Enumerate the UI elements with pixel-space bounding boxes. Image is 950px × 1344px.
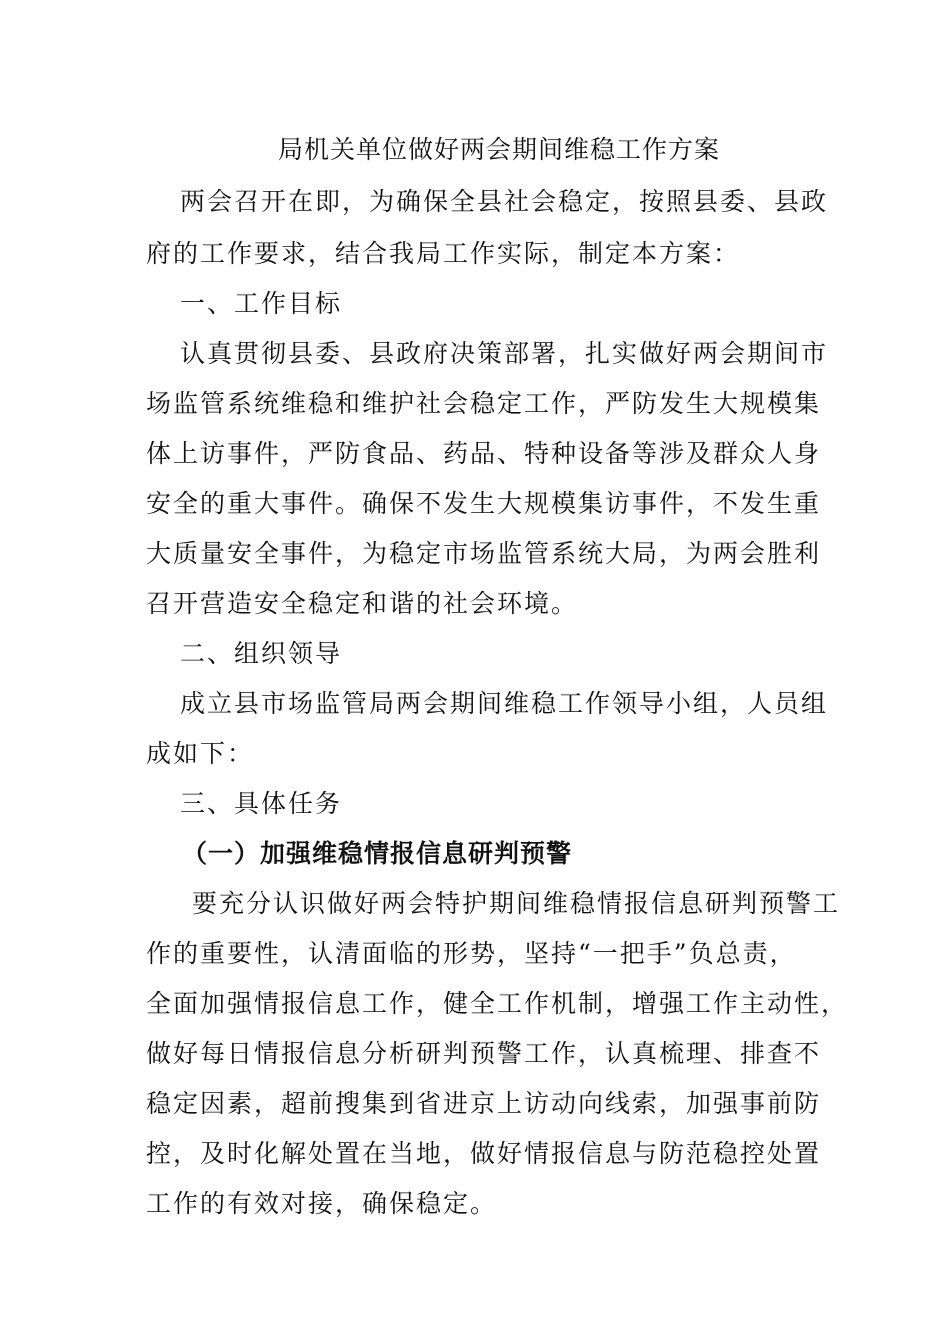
section3-line-5: 稳定因素，超前搜集到省进京上访动向线索，加强事前防 <box>146 1089 822 1118</box>
section3-subheading: （一）加强维稳情报信息研判预警 <box>182 839 573 868</box>
section3-line-1: 要充分认识做好两会特护期间维稳情报信息研判预警工 <box>192 889 841 918</box>
intro-line-1: 两会召开在即，为确保全县社会稳定，按照县委、县政 <box>180 187 829 216</box>
section3-line-3: 全面加强情报信息工作，健全工作机制，增强工作主动性， <box>146 989 849 1018</box>
section3-line-2: 作的重要性，认清面临的形势，坚持“一把手”负总责， <box>146 939 797 968</box>
section3-line-4: 做好每日情报信息分析研判预警工作，认真梳理、排查不 <box>146 1039 822 1068</box>
intro-line-2: 府的工作要求，结合我局工作实际，制定本方案： <box>146 239 741 268</box>
section2-heading: 二、组织领导 <box>180 639 343 668</box>
document-title: 局机关单位做好两会期间维稳工作方案 <box>278 135 721 164</box>
section2-line-2: 成如下： <box>146 739 255 768</box>
section1-line-5: 大质量安全事件，为稳定市场监管系统大局，为两会胜利 <box>146 539 822 568</box>
section1-line-3: 体上访事件，严防食品、药品、特种设备等涉及群众人身 <box>146 439 822 468</box>
section3-line-6: 控，及时化解处置在当地，做好情报信息与防范稳控处置 <box>146 1139 822 1168</box>
section1-line-1: 认真贯彻县委、县政府决策部署，扎实做好两会期间市 <box>180 339 829 368</box>
section1-heading: 一、工作目标 <box>180 289 343 318</box>
section2-line-1: 成立县市场监管局两会期间维稳工作领导小组，人员组 <box>180 689 829 718</box>
section3-line-7: 工作的有效对接，确保稳定。 <box>146 1189 498 1218</box>
section1-line-6: 召开营造安全稳定和谐的社会环境。 <box>146 589 579 618</box>
section3-heading: 三、具体任务 <box>180 789 343 818</box>
section1-line-2: 场监管系统维稳和维护社会稳定工作，严防发生大规模集 <box>146 389 822 418</box>
section1-line-4: 安全的重大事件。确保不发生大规模集访事件，不发生重 <box>146 489 822 518</box>
